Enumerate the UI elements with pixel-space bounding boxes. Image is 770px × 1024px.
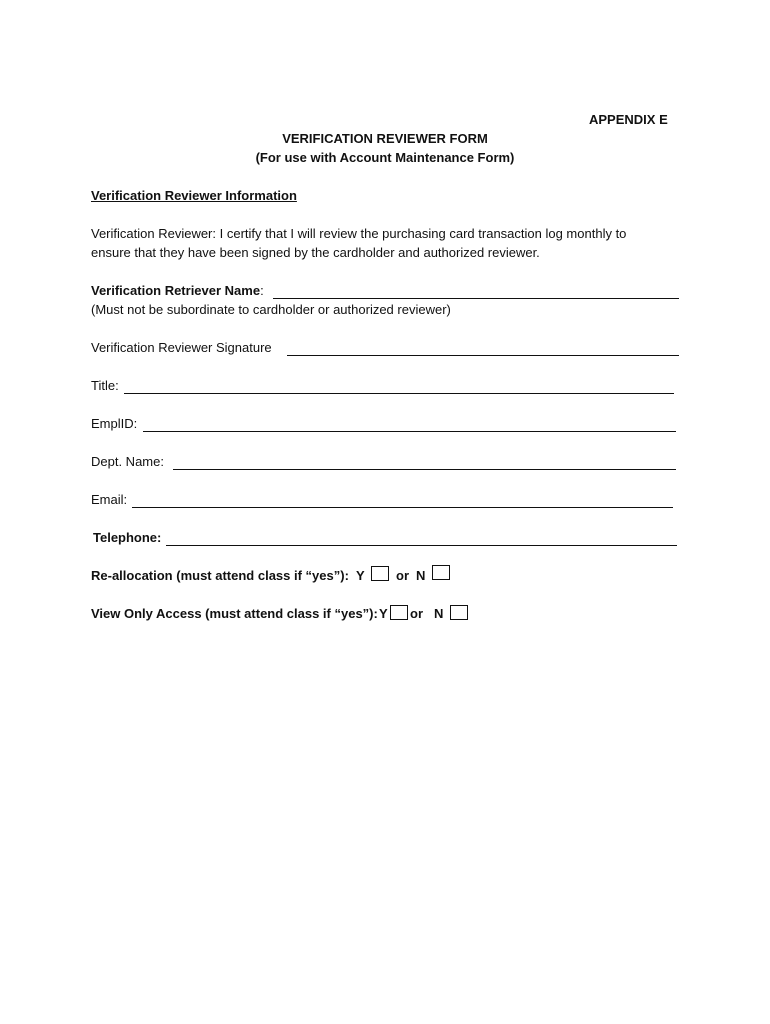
view-only-y-label: Y — [379, 606, 388, 621]
dept-name-label: Dept. Name: — [91, 454, 164, 469]
view-only-or-label: or — [410, 606, 423, 621]
retriever-name-note: (Must not be subordinate to cardholder or authorized reviewer) — [91, 302, 451, 317]
retriever-name-label-text: Verification Retriever Name — [91, 283, 261, 298]
retriever-name-field[interactable] — [273, 284, 679, 299]
form-subtitle: (For use with Account Maintenance Form) — [255, 150, 515, 165]
title-label: Title: — [91, 378, 119, 393]
title-field[interactable] — [124, 379, 674, 394]
view-only-no-checkbox[interactable] — [450, 605, 468, 620]
retriever-name-label — [91, 283, 264, 298]
reallocation-no-checkbox[interactable] — [432, 565, 450, 580]
reallocation-n-label: N — [416, 568, 426, 583]
retriever-name-colon: : — [260, 283, 264, 298]
signature-label: Verification Reviewer Signature — [91, 340, 272, 355]
reallocation-or-label: or — [396, 568, 409, 583]
statement-line-1: Verification Reviewer: I certify that I will review the purchasing card transaction log monthly to — [91, 226, 627, 241]
view-only-label: View Only Access (must attend class if “yes”): — [91, 606, 378, 621]
reallocation-y-label: Y — [356, 568, 365, 583]
form-title: VERIFICATION REVIEWER FORM — [282, 131, 488, 146]
dept-name-field[interactable] — [173, 455, 676, 470]
reallocation-yes-checkbox[interactable] — [371, 566, 389, 581]
appendix-label: APPENDIX E — [589, 112, 668, 127]
statement-line-2: ensure that they have been signed by the cardholder and authorized reviewer. — [91, 245, 540, 260]
email-label: Email: — [91, 492, 128, 507]
view-only-yes-checkbox[interactable] — [390, 605, 408, 620]
section-heading: Verification Reviewer Information — [91, 188, 297, 203]
emplid-label: EmplID: — [91, 416, 138, 431]
view-only-n-label: N — [434, 606, 444, 621]
telephone-field[interactable] — [166, 531, 677, 546]
signature-field[interactable] — [287, 341, 679, 356]
reallocation-label: Re-allocation (must attend class if “yes”): — [91, 568, 349, 583]
email-field[interactable] — [132, 493, 673, 508]
emplid-field[interactable] — [143, 417, 676, 432]
telephone-label: Telephone: — [93, 530, 162, 545]
